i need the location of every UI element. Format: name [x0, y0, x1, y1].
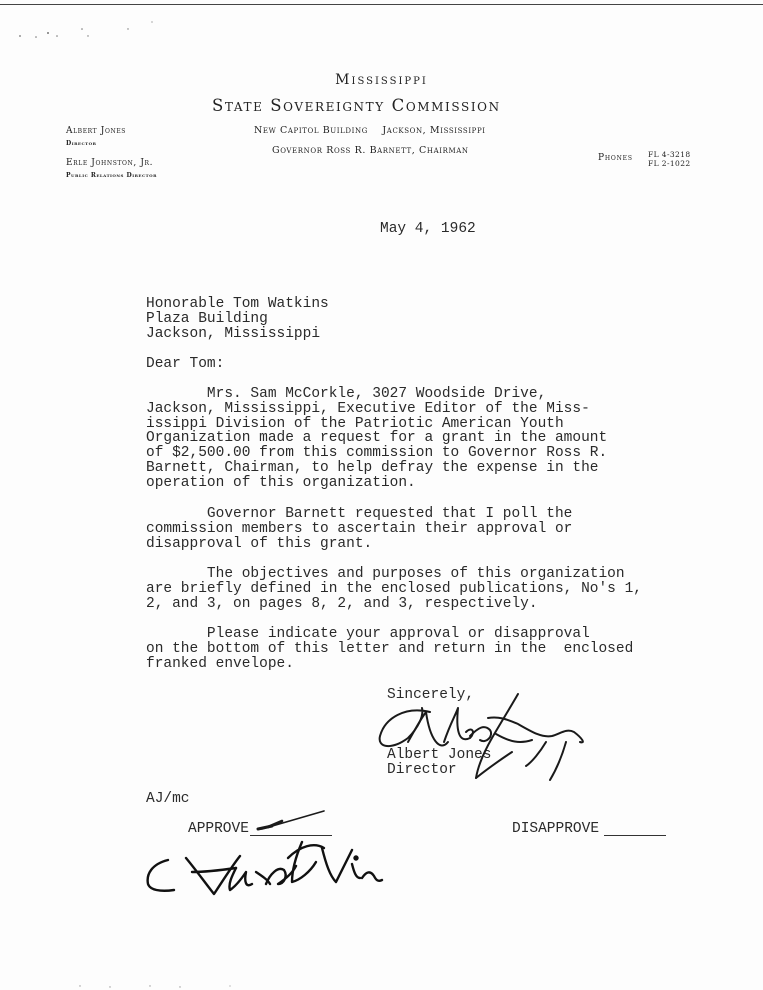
recipient-signature	[148, 842, 382, 894]
body-line: Governor Barnett requested that I poll the	[146, 506, 573, 522]
staff-name-pr: Erle Johnston, Jr.	[66, 158, 154, 168]
director-signature	[380, 694, 583, 780]
disapprove-label: DISAPPROVE	[512, 821, 600, 837]
typist-initials: AJ/mc	[146, 791, 190, 807]
body-line: Please indicate your approval or disapproval	[146, 626, 590, 642]
body-line: 2, and 3, on pages 8, 2, and 3, respectively.	[146, 595, 538, 612]
phones-label: Phones	[598, 153, 633, 163]
staff-name-director: Albert Jones	[66, 126, 127, 136]
salutation: Dear Tom:	[146, 356, 225, 372]
body-line: The objectives and purposes of this organization	[146, 566, 625, 582]
approve-check-mark	[258, 811, 324, 829]
letterhead-governor: Governor Ross R. Barnett, Chairman	[272, 145, 469, 156]
recipient-line: Honorable Tom Watkins	[146, 296, 329, 312]
letterhead-state: Mississippi	[335, 72, 428, 88]
phone-number-1: FL 4-3218	[648, 150, 691, 159]
body-line: operation of this organization.	[146, 474, 416, 491]
body-line: commission members to ascertain their approval or	[146, 520, 573, 537]
letter-date: May 4, 1962	[380, 221, 476, 237]
recipient-line: Jackson, Mississippi	[146, 325, 321, 342]
body-line: franked envelope.	[146, 655, 294, 672]
body-line: Jackson, Mississippi, Executive Editor of the Miss-	[146, 400, 590, 417]
approve-label: APPROVE	[188, 821, 249, 837]
body-line: Organization made a request for a grant in the amount	[146, 430, 608, 447]
bottom-specks	[79, 985, 230, 987]
body-line: Barnett, Chairman, to help defray the expense in the	[146, 459, 599, 476]
recipient-line: Plaza Building	[146, 310, 268, 327]
body-line: on the bottom of this letter and return in the enclosed	[146, 640, 634, 657]
phone-number-2: FL 2-1022	[648, 159, 691, 168]
staff-title-director: Director	[66, 140, 97, 147]
body-line: of $2,500.00 from this commission to Governor Ross R.	[146, 445, 608, 462]
staff-title-pr: Public Relations Director	[66, 172, 157, 179]
body-line: issippi Division of the Patriotic American Youth	[146, 415, 564, 432]
valediction: Sincerely,	[387, 687, 475, 703]
signer-title: Director	[387, 762, 457, 778]
letterhead-commission: State Sovereignty Commission	[212, 96, 501, 115]
body-line: Mrs. Sam McCorkle, 3027 Woodside Drive,	[146, 386, 547, 402]
scan-specks	[19, 21, 152, 37]
body-line: are briefly defined in the enclosed publications, No's 1,	[146, 580, 642, 597]
body-line: disapproval of this grant.	[146, 535, 373, 552]
letterhead-address: New Capitol Building Jackson, Mississippi	[254, 125, 486, 136]
signer-name: Albert Jones	[387, 747, 492, 763]
